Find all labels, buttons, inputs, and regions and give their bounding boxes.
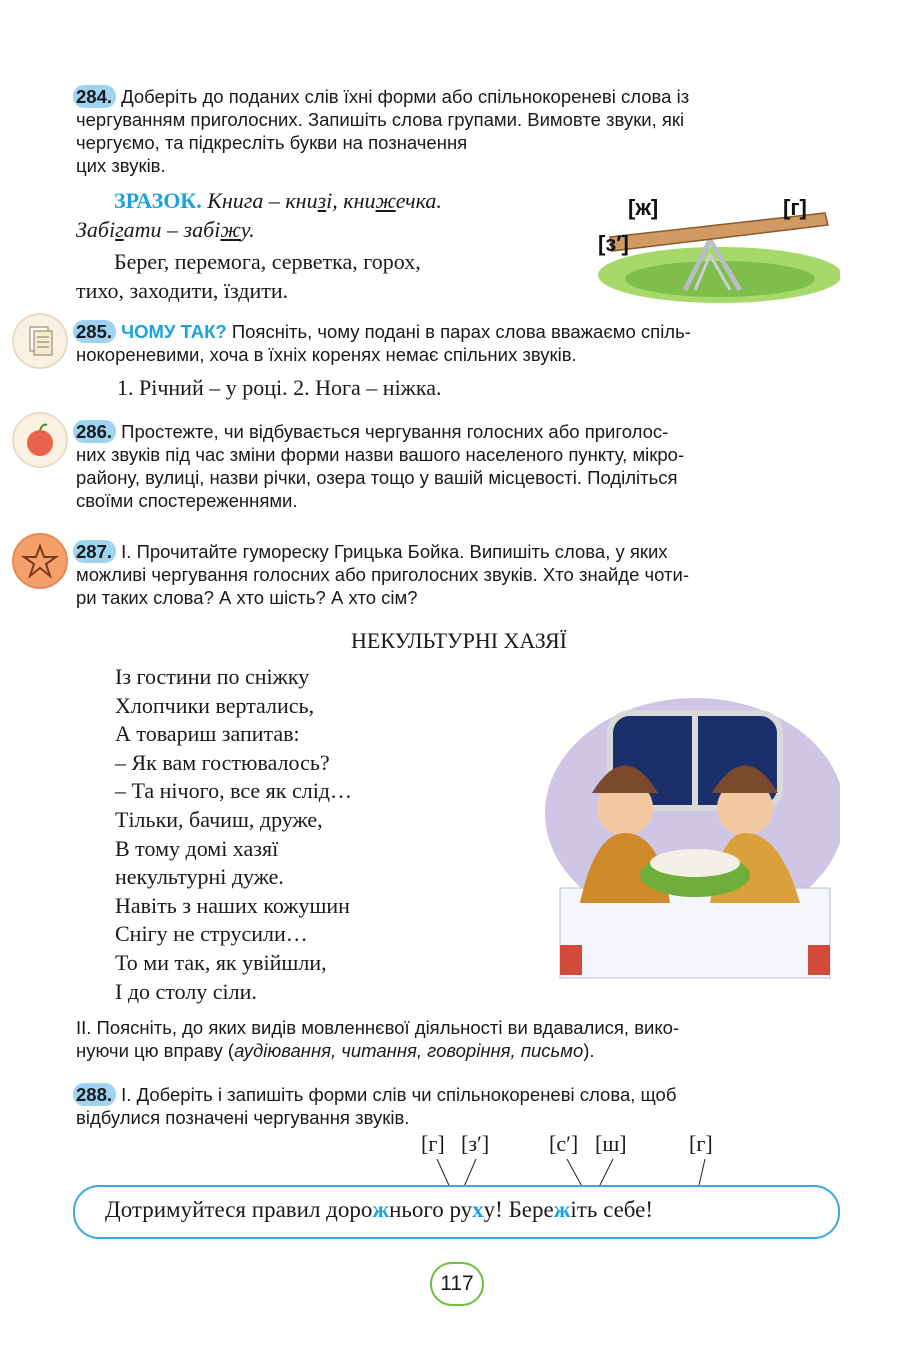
poem-line: – Та нічого, все як слід… bbox=[115, 778, 352, 804]
star-icon bbox=[12, 533, 68, 589]
word-pairs: 1. Річний – у році. 2. Нога – ніжка. bbox=[117, 375, 442, 400]
phoneme-sh: [ш] bbox=[595, 1131, 627, 1156]
seesaw-label-h: [г] bbox=[783, 195, 807, 220]
seesaw-illustration bbox=[590, 185, 840, 305]
poem bbox=[115, 663, 352, 1006]
poem-line: І до столу сіли. bbox=[115, 978, 257, 1004]
poem-line: А товариш запитав: bbox=[115, 721, 300, 747]
seesaw-label-zh: [ж] bbox=[628, 195, 659, 220]
poem-line: Із гостини по сніжку bbox=[115, 664, 310, 689]
exercise-287-part2: ІІ. Поясніть, до яких видів мовленнєвої діяльності ви вдавалися, вико- нуючи цю вправу (аудіювання, читання, говоріння, письмо). bbox=[76, 1017, 680, 1061]
poem-line: Навіть з наших кожушин bbox=[115, 892, 350, 918]
phoneme-h2: [г] bbox=[689, 1131, 713, 1156]
rule-sentence: Дотримуйтеся правил дорожнього руху! Бережіть себе! bbox=[105, 1197, 654, 1222]
exercise-284-text: 284. Доберіть до поданих слів їхні форми або спільнокореневі слова із чергуванням приголосних. Запишіть слова групами. Вимовте звуки, які чергуємо, та підкресліть букви на позначення цих звуків. bbox=[76, 85, 840, 177]
poem-line: некультурні дуже. bbox=[115, 864, 284, 890]
apple-icon bbox=[12, 412, 68, 468]
phoneme-z: [з′] bbox=[461, 1131, 490, 1156]
notebook-icon bbox=[12, 313, 68, 369]
phoneme-h1: [г] bbox=[421, 1131, 445, 1156]
poem-line: – Як вам гостювалось? bbox=[115, 749, 330, 775]
poem-line: В тому домі хазяї bbox=[115, 835, 279, 861]
exercise-286-text: 286. Простежте, чи відбувається чергування голосних або приголос- них звуків під час зміни форми назви вашого населеного пункту, мікро- району, вулиці, назви річки, озера тощо у вашій місцевості. Поділіться своїми спостереженнями. bbox=[76, 420, 840, 512]
poem-line: То ми так, як увійшли, bbox=[115, 949, 327, 975]
exercise-288-text: 288. І. Доберіть і запишіть форми слів чи спільнокореневі слова, щоб відбулися позначені чергування звуків. bbox=[76, 1083, 840, 1129]
poem-line: Хлопчики вертались, bbox=[115, 692, 315, 718]
poem-line: Тільки, бачиш, друже, bbox=[115, 806, 323, 832]
boys-eating-illustration bbox=[540, 683, 840, 983]
poem-title: НЕКУЛЬТУРНІ ХАЗЯЇ bbox=[351, 628, 567, 653]
phoneme-s: [с′] bbox=[549, 1131, 579, 1156]
page-number: 117 bbox=[430, 1262, 484, 1306]
exercise-number: 284. bbox=[73, 85, 116, 108]
exercise-287-text: 287. І. Прочитайте гумореску Грицька Бойка. Випишіть слова, у яких можливі чергування голосних або приголосних звуків. Хто знайде чоти- ри таких слова? А хто шість? А хто сім? bbox=[76, 540, 840, 609]
poem-line: Снігу не струсили… bbox=[115, 921, 308, 947]
exercise-285-text: 285. ЧОМУ ТАК? Поясніть, чому подані в парах слова вважаємо спіль- нокореневими, хоча в їхніх коренях немає спільних звуків. bbox=[76, 320, 840, 366]
seesaw-label-z: [з′] bbox=[598, 231, 629, 256]
sample-block: ЗРАЗОК. Книга – книзі, книжечка. Забігати – забіжу. Берег, перемога, серветка, горох, тихо, заходити, їздити. bbox=[76, 188, 442, 303]
